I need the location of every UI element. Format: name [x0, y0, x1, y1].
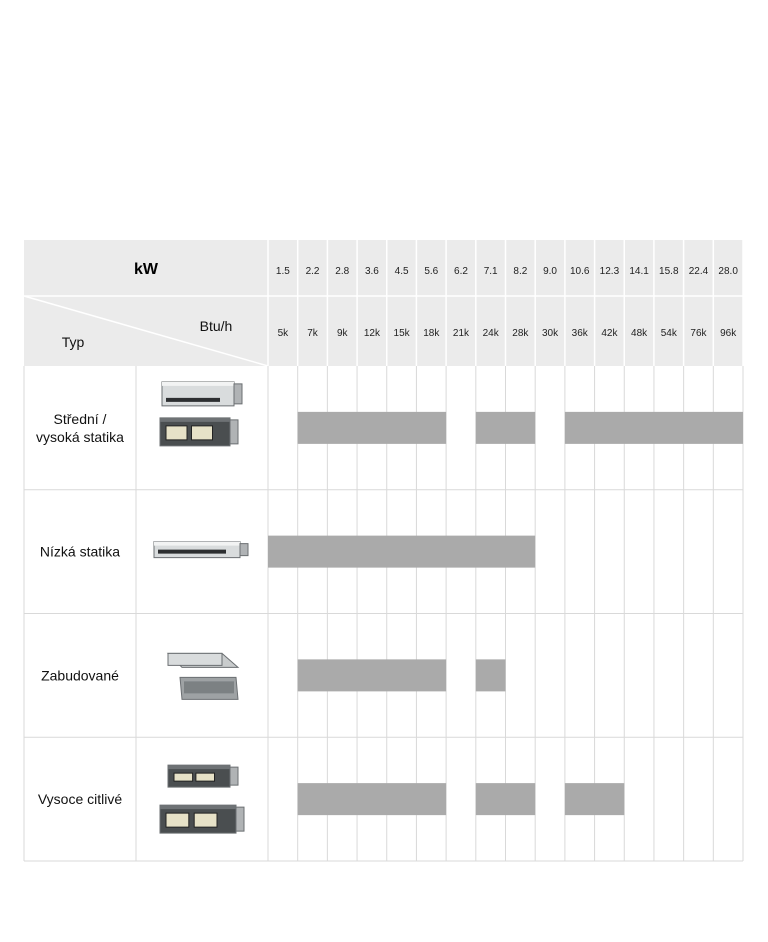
- btu-tick-label: 76k: [690, 328, 707, 339]
- unit-grille: [166, 813, 189, 827]
- btu-tick-label: 15k: [393, 328, 410, 339]
- capacity-bar: [476, 412, 535, 444]
- btu-tick-label: 9k: [336, 328, 348, 339]
- unit-front: [168, 653, 222, 665]
- row-labels: [36, 411, 124, 807]
- kw-tick-label: 12.3: [599, 266, 620, 277]
- kw-tick-label: 8.2: [513, 266, 528, 277]
- unit-side-box: [240, 544, 248, 556]
- ducted-unit-pair-icon: [160, 382, 242, 446]
- kw-tick-label: 3.6: [364, 266, 379, 277]
- row-label: Střední /: [53, 410, 107, 427]
- capacity-bar: [565, 412, 743, 444]
- unit-top: [162, 382, 234, 386]
- unit-grille: [196, 773, 215, 781]
- btu-tick-label: 36k: [571, 328, 588, 339]
- unit-body: [160, 805, 244, 833]
- btu-tick-label: 96k: [720, 328, 737, 339]
- slim-ducted-unit-icon: [154, 542, 248, 558]
- kw-tick-label: 1.5: [275, 266, 290, 277]
- kw-tick-label: 10.6: [569, 266, 590, 277]
- capacity-bar: [476, 659, 506, 691]
- unit-top: [160, 418, 230, 422]
- btu-tick-label: 21k: [452, 328, 470, 339]
- unit-slot: [166, 398, 220, 402]
- unit-grille: [194, 813, 217, 827]
- kw-tick-label: 7.1: [483, 266, 498, 277]
- kw-tick-label: 5.6: [424, 266, 439, 277]
- kw-tick-label: 2.2: [305, 266, 320, 277]
- kw-tick-label: 14.1: [629, 266, 649, 277]
- unit-body: [160, 418, 238, 446]
- row-label: Zabudované: [41, 667, 119, 684]
- unit-top: [160, 805, 236, 809]
- row-label: vysoká statika: [36, 428, 124, 445]
- btu-tick-label: 7k: [307, 328, 318, 339]
- unit-grille: [166, 426, 187, 440]
- unit-top: [154, 542, 240, 546]
- btu-tick-label: 12k: [363, 328, 380, 339]
- header-background: [24, 240, 743, 366]
- unit-body: [162, 382, 242, 406]
- btu-tick-label: 54k: [660, 328, 677, 339]
- unit-icons: [154, 382, 248, 833]
- btu-header-label: Btu/h: [199, 318, 233, 334]
- capacity-bar: [565, 783, 624, 815]
- kw-tick-label: 4.5: [394, 266, 409, 277]
- capacity-bar: [476, 783, 535, 815]
- kw-tick-label: 15.8: [659, 266, 679, 277]
- unit-grille: [174, 773, 193, 781]
- capacity-bar: [268, 536, 535, 568]
- unit-side-box: [236, 807, 244, 831]
- unit-body: [154, 542, 248, 558]
- kw-header-label: kW: [134, 261, 158, 278]
- unit-top: [168, 765, 230, 769]
- btu-tick-label: 5k: [277, 328, 289, 339]
- unit-side-box: [230, 767, 238, 785]
- unit-side-box: [230, 420, 238, 444]
- kw-tick-label: 28.0: [718, 266, 738, 277]
- row-label: Vysoce citlivé: [37, 791, 123, 808]
- kw-tick-label: 9.0: [543, 266, 557, 277]
- built-in-unit-icon: [168, 653, 238, 699]
- unit-grille: [192, 426, 213, 440]
- row-label: Nízká statika: [39, 543, 121, 560]
- btu-tick-label: 18k: [423, 328, 440, 339]
- unit-filter: [184, 681, 234, 693]
- btu-tick-label: 42k: [601, 328, 618, 339]
- kw-tick-label: 22.4: [688, 266, 709, 277]
- unit-body: [168, 765, 238, 787]
- capacity-bar: [298, 659, 446, 691]
- btu-tick-label: 30k: [541, 328, 559, 339]
- capacity-bar: [298, 412, 446, 444]
- unit-side-box: [234, 384, 242, 404]
- btu-tick-label: 48k: [631, 328, 648, 339]
- type-header-label: Typ: [61, 334, 85, 350]
- btu-tick-label: 28k: [512, 328, 529, 339]
- kw-tick-label: 2.8: [335, 266, 350, 277]
- btu-tick-label: 24k: [482, 328, 499, 339]
- capacity-bar: [298, 783, 446, 815]
- table-background: [24, 240, 743, 366]
- unit-slot: [158, 550, 226, 554]
- high-sensitivity-unit-pair-icon: [160, 765, 244, 833]
- kw-tick-label: 6.2: [454, 266, 468, 277]
